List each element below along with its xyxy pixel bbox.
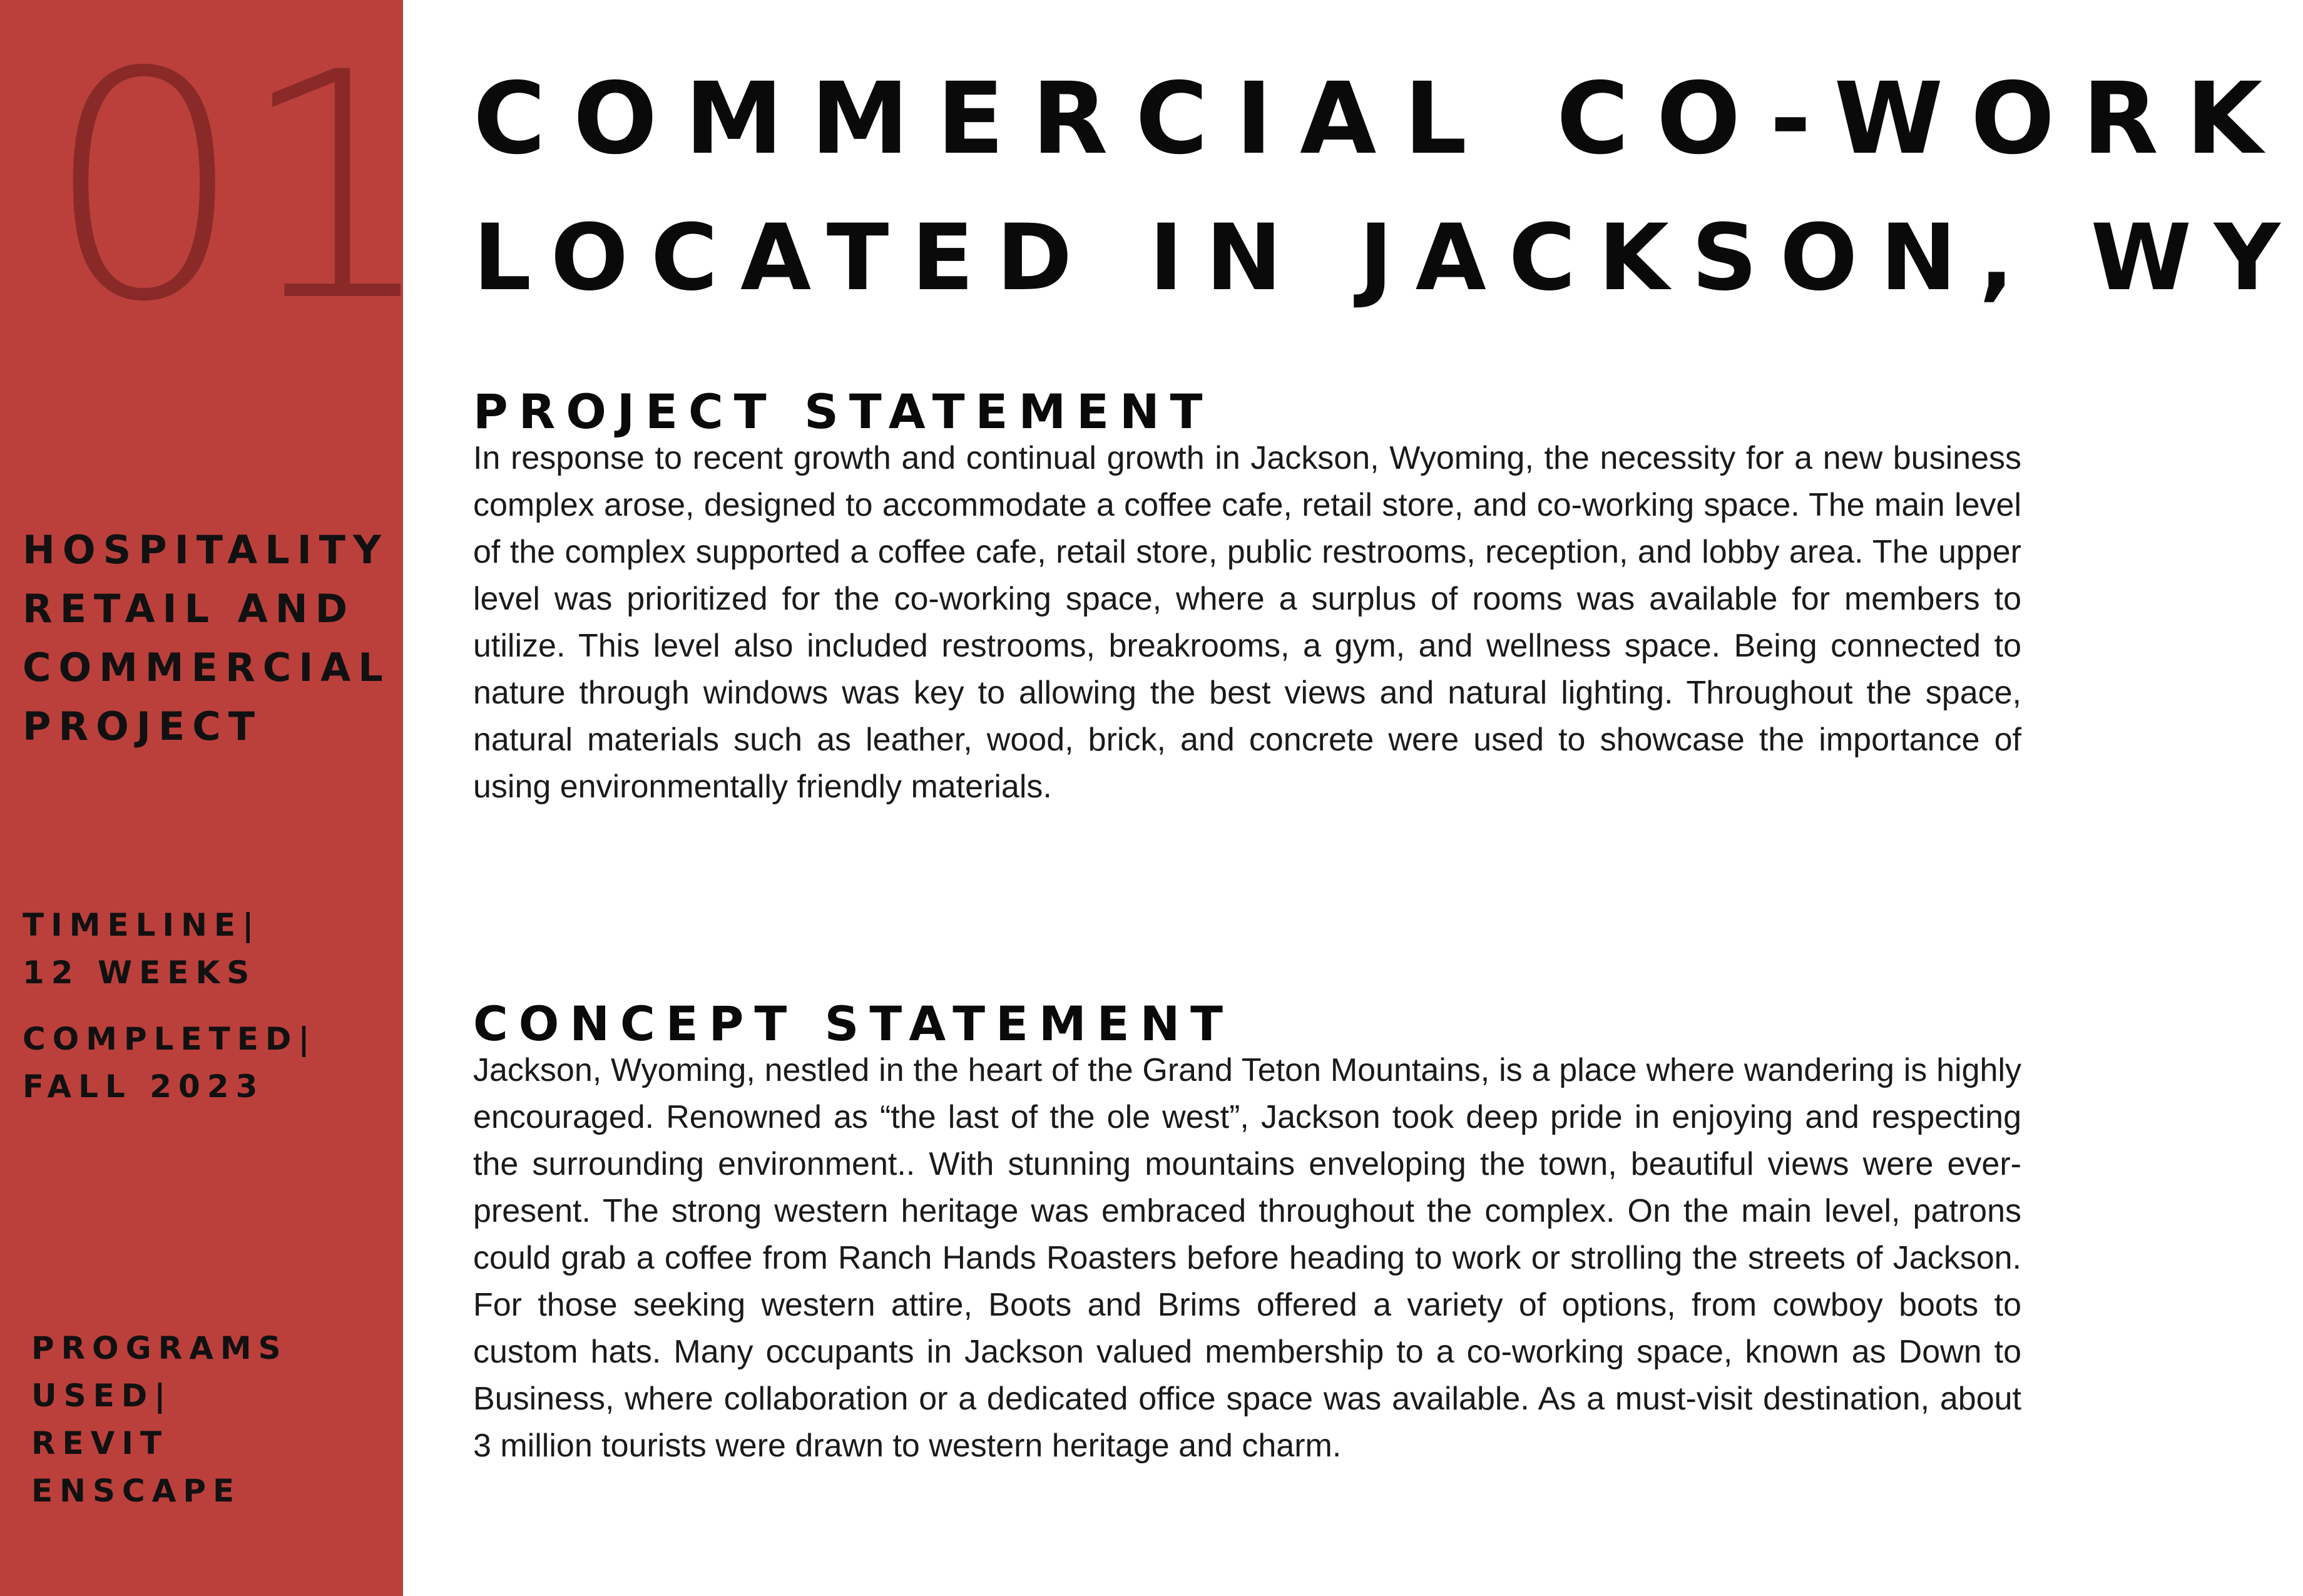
timeline-value: 12 WEEKS <box>23 954 257 991</box>
programs-label: PROGRAMS <box>31 1330 288 1366</box>
category-line: RETAIL AND <box>23 586 355 632</box>
project-number: 01 <box>45 6 431 370</box>
concept-statement-heading: CONCEPT STATEMENT <box>473 996 1234 1051</box>
programs-label: USED| <box>31 1378 173 1414</box>
project-statement-body: In response to recent growth and continual growth in Jackson, Wyoming, the necessity for a new business complex arose, designed to accommodate a coffee cafe, retail store, and co-working space. The main level of the complex supported a coffee cafe, retail store, public restrooms, reception, and lobby area. The upper level was prioritized for the co-working space, where a surplus of rooms was available for members to utilize. This level also included restrooms, breakrooms, a gym, and wellness space. Being connected to nature through windows was key to allowing the best views and natural lighting. Throughout the space, natural materials such as leather, wood, brick, and concrete were used to showcase the importance of using environmentally friendly materials. <box>473 440 2021 805</box>
timeline-label: TIMELINE| <box>23 907 261 943</box>
page-subtitle: LOCATED IN JACKSON, WY <box>473 205 2303 311</box>
timeline-info <box>23 901 260 996</box>
project-statement-heading: PROJECT STATEMENT <box>473 384 1213 439</box>
program-item: ENSCAPE <box>31 1473 242 1509</box>
project-category <box>23 521 391 756</box>
program-item: REVIT <box>31 1425 169 1461</box>
category-line: COMMERCIAL <box>23 645 391 690</box>
category-line: HOSPITALITY <box>23 527 389 573</box>
concept-statement-body: Jackson, Wyoming, nestled in the heart of the Grand Teton Mountains, is a place where wandering is highly encouraged. Renowned as “the last of the ole west”, Jackson took deep pride in enjoying and respecting the surrounding environment.. With stunning mountains enveloping the town, beautiful views were ever-present. The strong western heritage was embraced throughout the complex. On the main level, patrons could grab a coffee from Ranch Hands Roasters before heading to work or strolling the streets of Jackson. For those seeking western attire, Boots and Brims offered a variety of options, from cowboy boots to custom hats. Many occupants in Jackson valued membership to a co-working space, known as Down to Business, where collaboration or a dedicated office space was available. As a must-visit destination, about 3 million tourists were drawn to western heritage and charm. <box>473 1052 2021 1464</box>
completed-info <box>23 1015 317 1110</box>
completed-label: COMPLETED| <box>23 1021 317 1057</box>
sidebar <box>0 0 431 1596</box>
completed-value: FALL 2023 <box>23 1068 265 1105</box>
category-line: PROJECT <box>23 703 263 749</box>
programs-info <box>31 1324 288 1515</box>
page-title: COMMERCIAL CO-WORK <box>473 61 2290 176</box>
